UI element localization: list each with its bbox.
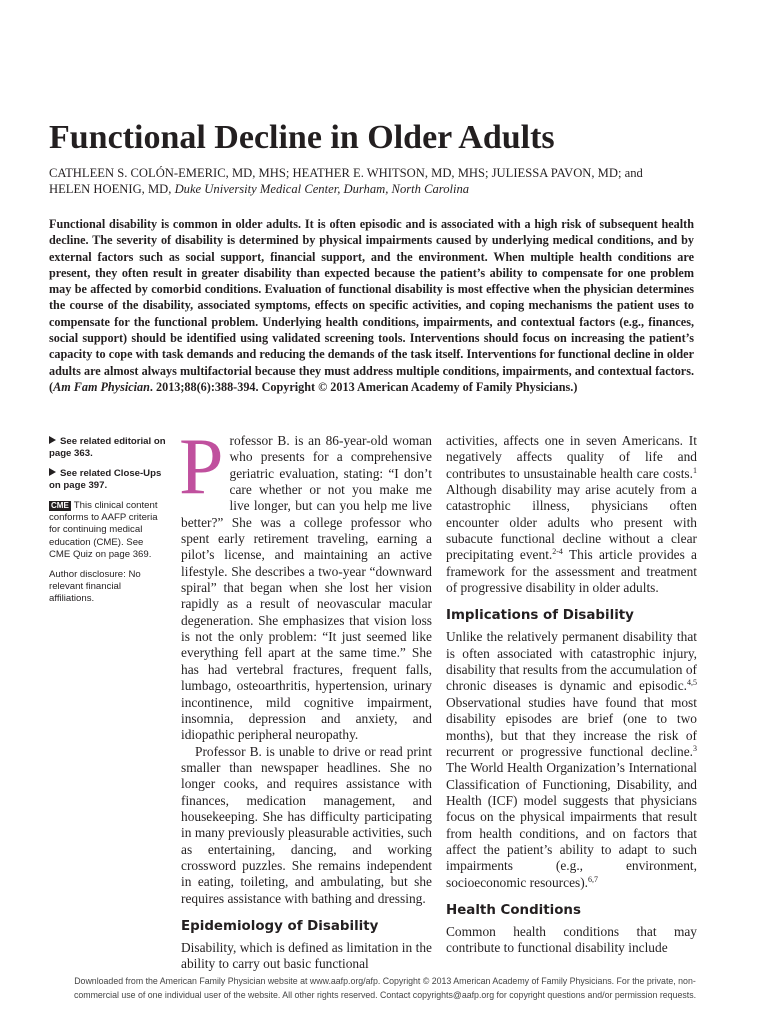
- related-editorial-link[interactable]: [49, 436, 167, 461]
- footer-line-2: commercial use of one individual user of the website. All other rights reserved. Contact copyrights@aafp.org for copyright questions and/or permission requests.: [73, 989, 697, 1000]
- ref-superscript: 6,7: [588, 874, 599, 884]
- ref-superscript: 3: [693, 743, 697, 753]
- case-paragraph-1-text: rofessor B. is an 86-year-old woman who presents for a comprehensive geriatric evaluation, stating: “I don’t care whether or not you make me live longer, but can you help me live better?” She was a college professor who spent early retirement traveling, earning a pilot’s license, and maintaining an active lifestyle. She describes a two-year “downward spiral” that began when she lost her vision rapidly as a result of neovascular macular degeneration. She emphasizes that vision loss is not the only problem: “It just seemed like everything fell apart at the same time.” She has had vertebral fractures, frequent falls, lumbago, osteoarthritis, hypertension, urinary incontinence, mild cognitive impairment, insomnia, depression and anxiety, and idiopathic peripheral neuropathy.: [181, 433, 432, 743]
- download-footer: [60, 975, 710, 1002]
- ref-superscript: 1: [693, 465, 697, 475]
- abstract-text: Functional disability is common in older adults. It is often episodic and is associated with a high risk of subsequent health decline. The severity of disability is determined by physical impairments caused by underlying medical conditions, and by external factors such as social support, financial support, and the environment. When multiple health conditions are present, they often result in greater disability than expected because the patient’s ability to compensate for one problem may be affected by comorbid conditions. Evaluation of functional disability is most effective when the physician determines the course of the disability, associated symptoms, effects on specific activities, and coping mechanisms the patient uses to compensate for the functional problem. Underlying health conditions, impairments, and contextual factors (e.g., finances, social support) should be identified using validated screening tools. Interventions should focus on increasing the patient’s capacity to cope with task demands and reducing the demands of the task itself. Interventions for functional decline in older adults are almost always multifactorial because they must address multiple conditions, impairments, and contextual factors. (: [49, 217, 694, 394]
- footer-line-1: Downloaded from the American Family Physician website at www.aafp.org/afp. Copyright © 2013 American Academy of Family Physicians. For the private, non-: [74, 976, 696, 986]
- author-line-1: CATHLEEN S. COLÓN-EMERIC, MD, MHS; HEATHER E. WHITSON, MD, MHS; JULIESSA PAVON, MD; and: [49, 166, 643, 180]
- implications-text-c: The World Health Organization’s International Classification of Functioning, Disability, and Health (ICF) model suggests that physicians focus on the physical impairments that result from health conditions, and on factors that affect the patient’s ability to adapt to such impairments (e.g., environment, socioeconomic resources).: [446, 760, 697, 890]
- related-closeups-text: See related Close-Ups on page 397.: [49, 467, 162, 492]
- triangle-bullet-icon: [49, 436, 56, 444]
- sidebar-notes: [49, 436, 167, 613]
- intro-text-a: activities, affects one in seven Americans. It negatively affects quality of life and contributes to unsustainable health care costs.: [446, 433, 697, 481]
- author-disclosure: Author disclosure: No relevant financial affiliations.: [49, 568, 141, 605]
- author-line-2: [49, 181, 729, 197]
- epidemiology-paragraph: Disability, which is defined as limitation in the ability to carry out basic functional: [181, 939, 432, 972]
- related-editorial-text: See related editorial on page 363.: [49, 436, 166, 460]
- implications-paragraph: [446, 629, 697, 891]
- heading-health-conditions: Health Conditions: [446, 902, 581, 918]
- cme-note: [49, 500, 167, 562]
- heading-implications: Implications of Disability: [446, 608, 634, 624]
- abstract-citation-journal: Am Fam Physician: [53, 379, 150, 394]
- article-title: Functional Decline in Older Adults: [49, 119, 555, 156]
- case-paragraph-2: Professor B. is unable to drive or read print smaller than newspaper headlines. She no longer cooks, and requires assistance with finances, medication management, and housekeeping. She has difficulty participating in many previously pleasurable activities, such as entertaining, dancing, and working crossword puzzles. She remains independent in eating, toileting, and ambulating, but she requires assistance with bathing and dressing.: [181, 743, 432, 906]
- abstract: [49, 216, 694, 395]
- ref-superscript: 4,5: [687, 678, 697, 688]
- cme-text: This clinical content conforms to AAFP criteria for continuing medical education (CME). See CME Quiz on page 369.: [49, 499, 158, 561]
- author-name-last: HELEN HOENIG, MD,: [49, 182, 172, 197]
- author-byline: [49, 165, 729, 197]
- body-column-2: [446, 433, 697, 957]
- intro-text-c: This article provides a framework for the assessment and treatment of progressive disability in older adults.: [446, 547, 697, 596]
- intro-text-b: Although disability may arise acutely from a catastrophic illness, physicians often encounter older adults who present with subacute functional decline without a clear precipitating event.: [446, 482, 697, 563]
- triangle-bullet-icon: [49, 468, 56, 476]
- heading-epidemiology: Epidemiology of Disability: [181, 918, 379, 934]
- abstract-citation-rest: . 2013;88(6):388-394. Copyright © 2013 American Academy of Family Physicians.): [149, 379, 578, 394]
- implications-text-b: Observational studies have found that most disability episodes are brief (one to two months), but that they increase the risk of recurrent or progressive functional decline.: [446, 694, 697, 759]
- intro-paragraph: [446, 433, 697, 596]
- implications-text-a: Unlike the relatively permanent disability that is often associated with catastrophic injury, disability that results from the accumulation of chronic diseases is dynamic and episodic.: [446, 629, 697, 694]
- drop-cap: P: [179, 423, 224, 511]
- case-paragraph-1: [179, 423, 432, 744]
- related-closeups-link[interactable]: [49, 468, 167, 493]
- cme-badge: CME: [51, 500, 69, 510]
- ref-superscript: 2-4: [552, 547, 563, 557]
- author-affiliation: Duke University Medical Center, Durham, North Carolina: [174, 182, 470, 197]
- health-conditions-paragraph: Common health conditions that may contribute to functional disability include: [446, 923, 697, 956]
- body-column-1: [179, 423, 432, 973]
